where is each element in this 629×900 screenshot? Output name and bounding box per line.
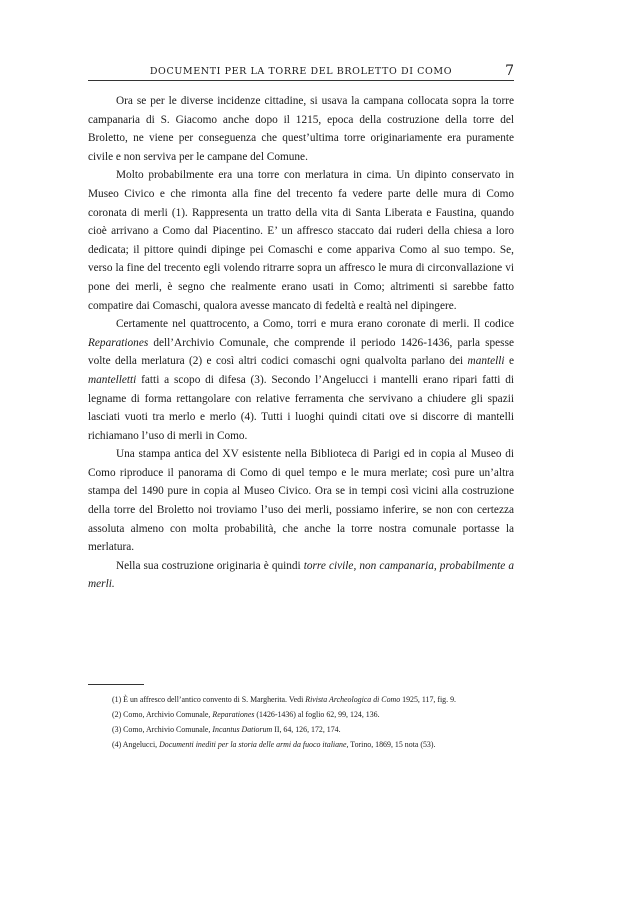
footnote-1-text-a: (1) È un affresco dell’antico convento di S. Margherita. Vedi xyxy=(112,695,306,704)
paragraph-3-text-b: dell’Archivio Comunale, che comprende il periodo 1426-1436, parla spesse volte della merlatura (2) e così altri codici comaschi ogni qualvolta parlano dei xyxy=(88,336,514,368)
paragraph-5-text: Nella sua costruzione originaria è quindi xyxy=(116,559,304,572)
paragraph-2: Molto probabilmente era una torre con merlatura in cima. Un dipinto conservato in Museo Civico e che rimonta alla fine del trecento fa vedere parte delle mura di Como coronata di merli (1). Rappresenta un tratto della vita di Santa Liberata e Faustina, quando cioè arrivano a Como dal Piacentino. E’ un affresco staccato dai ruderi della chiesa a loro dedicata; il pittore quindi dipinge pei Comaschi e come appariva Como al suo tempo. Se, verso la fine del trecento egli volendo ritrarre sopra un affresco le mura di circonvallazione vi pone dei merli, è segno che realmente erano usati in Como; altrimenti si sarebbe fatto compatire dai Comaschi, qualora avesse mancato di fedeltà e realtà nel dipingere. xyxy=(88,169,514,312)
footnote-3-italic: Incantus Datiorum xyxy=(212,725,273,734)
footnote-4-italic: Documenti inediti per la storia delle armi da fuoco italiane, xyxy=(159,740,349,749)
paragraph-3-text-d: fatti a scopo di difesa (3). Secondo l’Angelucci i mantelli erano ripari fatti di legname di forma rettangolare con relative ferramenta che servivano a chiudere gli spazii lasciati vuoti tra merlo e merlo (4). Tutti i luoghi quindi citati ove si discorre di mantelli richiamano l’uso di merli in Como. xyxy=(88,373,514,442)
footnote-2-text-b: (1426-1436) al foglio 62, 99, 124, 136. xyxy=(254,710,380,719)
footnote-2 xyxy=(88,707,514,722)
footnote-1 xyxy=(88,692,514,707)
paragraph-3-italic-c: mantelletti xyxy=(88,373,137,386)
paragraph-3 xyxy=(88,315,514,445)
paragraph-5-italic: torre civile, non campanaria, probabilmente a merli. xyxy=(88,559,514,591)
footnote-3-text-a: (3) Como, Archivio Comunale, xyxy=(112,725,213,734)
footnotes xyxy=(88,692,514,752)
paragraph-3-text-c: e xyxy=(504,355,514,368)
running-title: DOCUMENTI PER LA TORRE DEL BROLETTO DI COMO xyxy=(149,66,453,77)
page-number: 7 xyxy=(505,63,514,79)
paragraph-3-italic-b: mantelli xyxy=(467,355,505,368)
paragraph-3-italic-a: Reparationes xyxy=(88,336,149,349)
paragraph-4: Una stampa antica del XV esistente nella Biblioteca di Parigi ed in copia al Museo di Como riproduce il panorama di Como di quel tempo e le mura merlate; così pure un’altra stampa del 1490 pure in copia al Museo Civico. Ora se in tempi così vicini alla costruzione della torre del Broletto noi troviamo l’uso dei merli, possiamo inferire, se non con certezza assoluta almeno con molta probabilità, che anche la torre nostra comunale portasse la merlatura. xyxy=(88,448,514,554)
header-rule xyxy=(88,80,514,81)
footnote-4 xyxy=(88,737,514,752)
paragraph-3-text-a: Certamente nel quattrocento, a Como, torri e mura erano coronate di merli. Il codice xyxy=(116,318,514,331)
running-header xyxy=(88,63,514,79)
footnote-2-italic: Reparationes xyxy=(212,710,255,719)
footnote-2-text-a: (2) Como, Archivio Comunale, xyxy=(112,710,213,719)
footnote-1-italic: Rivista Archeologica di Como xyxy=(305,695,401,704)
footnote-1-text-b: 1925, 117, fig. 9. xyxy=(400,695,456,704)
footnote-3 xyxy=(88,722,514,737)
paragraph-1: Ora se per le diverse incidenze cittadine, si usava la campana collocata sopra la torre campanaria di S. Giacomo anche dopo il 1215, epoca della costruzione della torre del Broletto, ne viene per conseguenza che quest’ultima torre originariamente era puramente civile e non serviva per le campane del Comune. xyxy=(88,95,514,163)
body-text xyxy=(88,92,514,594)
footnote-4-text-a: (4) Angelucci, xyxy=(112,740,160,749)
footnote-4-text-b: Torino, 1869, 15 nota (53). xyxy=(348,740,436,749)
footnote-rule xyxy=(88,684,144,685)
paragraph-5 xyxy=(88,557,514,594)
footnote-3-text-b: II, 64, 126, 172, 174. xyxy=(272,725,341,734)
